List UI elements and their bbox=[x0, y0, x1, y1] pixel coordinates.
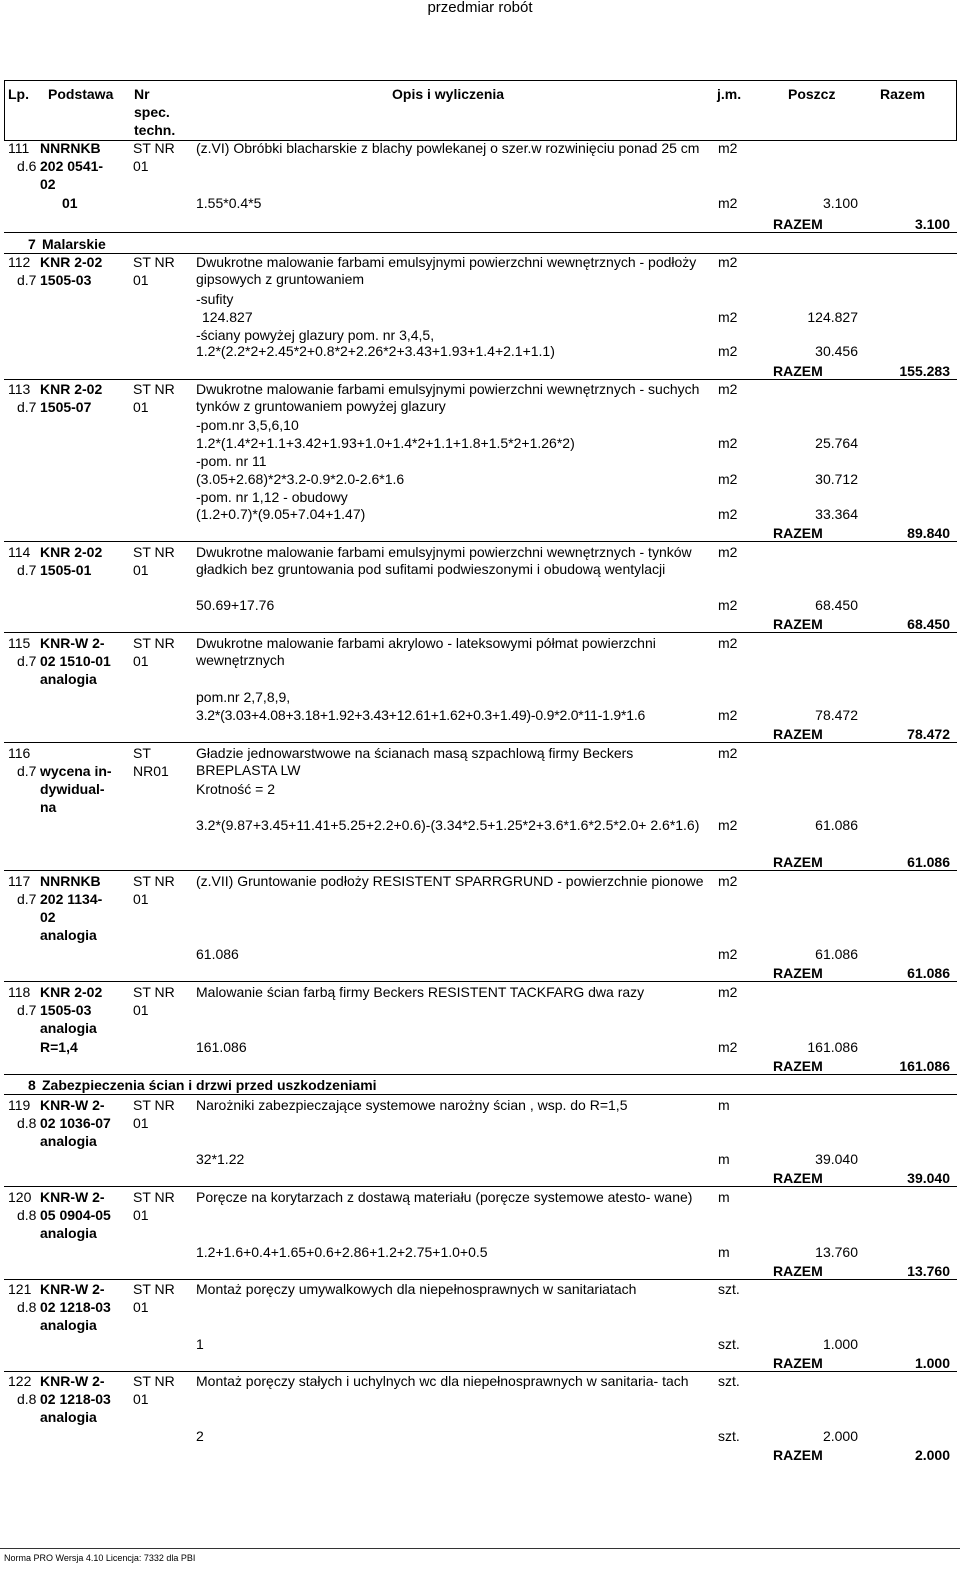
razem-value: 3.100 bbox=[914, 216, 950, 232]
lp: 120 bbox=[8, 1189, 32, 1205]
poszcz-value: 30.456 bbox=[815, 343, 858, 359]
description: Poręcze na korytarzach z dostawą materiału (poręcze systemowe atesto- wane) bbox=[196, 1189, 693, 1205]
description: (z.VI) Obróbki blacharskie z blachy powlekanej o szer.w rozwinięciu ponad 25 cm bbox=[196, 140, 700, 156]
row-divider bbox=[4, 1074, 957, 1075]
podstawa-3: analogia bbox=[40, 671, 97, 687]
lp-sub: d.7 bbox=[17, 653, 37, 669]
podstawa: NNRNKB bbox=[40, 140, 101, 156]
header-poszcz: Poszcz bbox=[788, 86, 836, 102]
razem-value: 155.283 bbox=[899, 363, 950, 379]
description: Narożniki zabezpieczające systemowe narożny ścian , wsp. do R=1,5 bbox=[196, 1097, 628, 1113]
razem-value: 161.086 bbox=[899, 1058, 950, 1074]
razem-value: 78.472 bbox=[907, 726, 950, 742]
podstawa: NNRNKB bbox=[40, 873, 101, 889]
poszcz-value: 25.764 bbox=[815, 435, 858, 451]
row-divider bbox=[4, 379, 957, 380]
jm: m2 bbox=[718, 745, 738, 761]
calc-line: 50.69+17.76 bbox=[196, 597, 275, 613]
spec: ST NR bbox=[133, 635, 175, 651]
razem-value: 89.840 bbox=[907, 525, 950, 541]
podstawa: KNR-W 2- bbox=[40, 1097, 105, 1113]
podstawa-2: dywidual- bbox=[40, 781, 105, 797]
podstawa: KNR 2-02 bbox=[40, 544, 103, 560]
razem-label: RAZEM bbox=[773, 363, 823, 379]
lp: 117 bbox=[8, 873, 31, 889]
razem-label: RAZEM bbox=[773, 1170, 823, 1186]
calc-label: -pom.nr 3,5,6,10 bbox=[196, 417, 299, 433]
lp-sub: d.8 bbox=[17, 1207, 37, 1223]
lp: 119 bbox=[8, 1097, 31, 1113]
lp: 114 bbox=[8, 544, 31, 560]
section-number: 8 bbox=[28, 1077, 36, 1093]
razem-value: 61.086 bbox=[907, 854, 950, 870]
podstawa: wycena in- bbox=[40, 763, 112, 779]
poszcz-value: 61.086 bbox=[815, 946, 858, 962]
calc-jm: m bbox=[718, 1244, 730, 1260]
podstawa-3: analogia bbox=[40, 1409, 97, 1425]
razem-value: 39.040 bbox=[907, 1170, 950, 1186]
header-razem: Razem bbox=[880, 86, 926, 102]
calc-jm: m2 bbox=[718, 707, 738, 723]
row-divider bbox=[4, 981, 957, 982]
calc-label: pom.nr 2,7,8,9, bbox=[196, 689, 291, 705]
calc-label: -sufity bbox=[196, 291, 234, 307]
description: Dwukrotne malowanie farbami emulsyjnymi powierzchni wewnętrznych - suchych tynków z gruntowaniem powyżej glazury bbox=[196, 381, 700, 414]
calc-line: 2 bbox=[196, 1428, 204, 1444]
lp: 112 bbox=[8, 254, 31, 270]
spec: ST NR bbox=[133, 1373, 175, 1389]
jm: m2 bbox=[718, 635, 738, 651]
spec: ST bbox=[133, 745, 151, 761]
razem-value: 2.000 bbox=[914, 1447, 950, 1463]
calc-line: (1.2+0.7)*(9.05+7.04+1.47) bbox=[196, 506, 366, 522]
spec-2: 01 bbox=[133, 1002, 149, 1018]
lp: 115 bbox=[8, 635, 31, 651]
row-divider bbox=[4, 1371, 957, 1372]
header-jm: j.m. bbox=[717, 86, 742, 102]
row-divider bbox=[4, 1094, 957, 1095]
jm: m2 bbox=[718, 984, 738, 1000]
jm: szt. bbox=[718, 1373, 740, 1389]
spec-2: 01 bbox=[133, 158, 149, 174]
description: Gładzie jednowarstwowe na ścianach masą szpachlową firmy Beckers BREPLASTA LW bbox=[196, 745, 634, 778]
calc-line: 3.2*(9.87+3.45+11.41+5.25+2.2+0.6)-(3.34*2.5+1.25*2+3.6*1.6*2.5*2.0+ 2.6*1.6) bbox=[196, 817, 700, 833]
footer-text: Norma PRO Wersja 4.10 Licencja: 7332 dla PBI bbox=[4, 1553, 196, 1563]
podstawa: KNR-W 2- bbox=[40, 1189, 105, 1205]
spec: ST NR bbox=[133, 254, 175, 270]
header-spec: spec. bbox=[134, 104, 170, 120]
podstawa-4: analogia bbox=[40, 927, 97, 943]
poszcz-value: 1.000 bbox=[822, 1336, 858, 1352]
calc-jm: m2 bbox=[718, 1039, 738, 1055]
lp-sub: d.8 bbox=[17, 1299, 37, 1315]
podstawa: KNR 2-02 bbox=[40, 984, 103, 1000]
podstawa-2: 02 1218-03 bbox=[40, 1391, 111, 1407]
jm: m2 bbox=[718, 873, 738, 889]
header-nr: Nr bbox=[134, 86, 150, 102]
header-border-left bbox=[4, 80, 5, 141]
calc-jm: m2 bbox=[718, 946, 738, 962]
calc-jm: m2 bbox=[718, 309, 738, 325]
poszcz-value: 78.472 bbox=[815, 707, 858, 723]
row-divider bbox=[4, 742, 957, 743]
poszcz-value: 68.450 bbox=[815, 597, 858, 613]
header-podstawa: Podstawa bbox=[48, 86, 114, 102]
calc-jm: m2 bbox=[718, 435, 738, 451]
lp-sub: d.7 bbox=[17, 1002, 37, 1018]
razem-value: 68.450 bbox=[907, 616, 950, 632]
podstawa-2: 05 0904-05 bbox=[40, 1207, 111, 1223]
razem-label: RAZEM bbox=[773, 854, 823, 870]
razem-label: RAZEM bbox=[773, 1058, 823, 1074]
razem-label: RAZEM bbox=[773, 726, 823, 742]
jm: m bbox=[718, 1097, 730, 1113]
calc-label: -ściany powyżej glazury pom. nr 3,4,5, bbox=[196, 327, 435, 343]
calc-line: 161.086 bbox=[196, 1039, 247, 1055]
calc-line: 1.2*(2.2*2+2.45*2+0.8*2+2.26*2+3.43+1.93+1.4+2.1+1.1) bbox=[196, 343, 555, 359]
jm: m2 bbox=[718, 381, 738, 397]
spec-2: 01 bbox=[133, 891, 149, 907]
spec-2: 01 bbox=[133, 562, 149, 578]
header-lp: Lp. bbox=[8, 86, 29, 102]
razem-value: 13.760 bbox=[907, 1263, 950, 1279]
calc-jm: m bbox=[718, 1151, 730, 1167]
row-divider bbox=[4, 1279, 957, 1280]
row-divider bbox=[4, 1186, 957, 1187]
poszcz-value: 39.040 bbox=[815, 1151, 858, 1167]
description: Montaż poręczy stałych i uchylnych wc dla niepełnosprawnych w sanitaria- tach bbox=[196, 1373, 689, 1389]
podstawa-3: analogia bbox=[40, 1133, 97, 1149]
podstawa-2: 1505-01 bbox=[40, 562, 92, 578]
poszcz-value: 61.086 bbox=[815, 817, 858, 833]
jm: m2 bbox=[718, 254, 738, 270]
razem-label: RAZEM bbox=[773, 1447, 823, 1463]
spec: ST NR bbox=[133, 1281, 175, 1297]
podstawa-2: 1505-07 bbox=[40, 399, 92, 415]
description: (z.VII) Gruntowanie podłoży RESISTENT SPARRGRUND - powierzchnie pionowe bbox=[196, 873, 704, 889]
calc-jm: m2 bbox=[718, 506, 738, 522]
row-divider bbox=[4, 232, 957, 233]
lp-sub: d.8 bbox=[17, 1115, 37, 1131]
calc-jm: m2 bbox=[718, 471, 738, 487]
lp-sub: d.7 bbox=[17, 891, 37, 907]
calc-jm: szt. bbox=[718, 1428, 740, 1444]
lp-sub: d.7 bbox=[17, 399, 37, 415]
jm: m2 bbox=[718, 140, 738, 156]
spec: ST NR bbox=[133, 544, 175, 560]
poszcz-value: 30.712 bbox=[815, 471, 858, 487]
calc-line: 124.827 bbox=[202, 309, 253, 325]
section-title: Malarskie bbox=[42, 236, 106, 252]
podstawa-2: 202 0541- bbox=[40, 158, 104, 174]
header-border-right bbox=[956, 80, 957, 141]
spec: ST NR bbox=[133, 984, 175, 1000]
header-top-rule bbox=[4, 80, 957, 81]
lp-sub: d.7 bbox=[17, 763, 37, 779]
podstawa: KNR-W 2- bbox=[40, 1281, 105, 1297]
row-divider bbox=[4, 870, 957, 871]
spec: ST NR bbox=[133, 140, 175, 156]
spec-2: 01 bbox=[133, 1115, 149, 1131]
razem-label: RAZEM bbox=[773, 216, 823, 232]
calc-jm: m2 bbox=[718, 195, 738, 211]
podstawa: KNR 2-02 bbox=[40, 381, 103, 397]
row-divider bbox=[4, 632, 957, 633]
razem-label: RAZEM bbox=[773, 1263, 823, 1279]
calc-line: (3.05+2.68)*2*3.2-0.9*2.0-2.6*1.6 bbox=[196, 471, 405, 487]
description: Dwukrotne malowanie farbami emulsyjnymi powierzchni wewnętrznych - tynków gładkich bez gruntowania pod sufitami podwieszonymi i obudową wentylacji bbox=[196, 544, 692, 577]
podstawa-3: na bbox=[40, 799, 57, 815]
footer-rule bbox=[0, 1548, 960, 1549]
section-title: Zabezpieczenia ścian i drzwi przed uszkodzeniami bbox=[42, 1077, 377, 1093]
poszcz-value: 3.100 bbox=[822, 195, 858, 211]
calc-label: -pom. nr 11 bbox=[196, 453, 267, 469]
podstawa-3: analogia bbox=[40, 1020, 97, 1036]
jm: m2 bbox=[718, 544, 738, 560]
calc-line: 61.086 bbox=[196, 946, 239, 962]
calc-line: 32*1.22 bbox=[196, 1151, 245, 1167]
spec-2: 01 bbox=[133, 1299, 149, 1315]
page-title: przedmiar robót bbox=[427, 0, 533, 16]
razem-label: RAZEM bbox=[773, 1355, 823, 1371]
lp-sub: d.6 bbox=[17, 158, 37, 174]
podstawa: KNR-W 2- bbox=[40, 1373, 105, 1389]
podstawa-2: 1505-03 bbox=[40, 1002, 92, 1018]
poszcz-value: 161.086 bbox=[807, 1039, 858, 1055]
podstawa-2: 02 1218-03 bbox=[40, 1299, 111, 1315]
spec: ST NR bbox=[133, 1097, 175, 1113]
podstawa: KNR 2-02 bbox=[40, 254, 103, 270]
jm: m bbox=[718, 1189, 730, 1205]
calc-jm: m2 bbox=[718, 597, 738, 613]
poszcz-value: 13.760 bbox=[815, 1244, 858, 1260]
calc-label: -pom. nr 1,12 - obudowy bbox=[196, 489, 348, 505]
podstawa-3: analogia bbox=[40, 1225, 97, 1241]
calc-label: Krotność = 2 bbox=[196, 781, 275, 797]
razem-label: RAZEM bbox=[773, 525, 823, 541]
lp: 113 bbox=[8, 381, 31, 397]
lp-sub: d.8 bbox=[17, 1391, 37, 1407]
lp: 122 bbox=[8, 1373, 32, 1389]
podstawa-4: 01 bbox=[62, 195, 78, 211]
spec-2: 01 bbox=[133, 1391, 149, 1407]
header-opis: Opis i wyliczenia bbox=[392, 86, 505, 102]
calc-jm: m2 bbox=[718, 343, 738, 359]
poszcz-value: 33.364 bbox=[815, 506, 858, 522]
calc-line: 1.55*0.4*5 bbox=[196, 195, 262, 211]
podstawa-2: 202 1134- bbox=[40, 891, 103, 907]
lp: 118 bbox=[8, 984, 31, 1000]
podstawa-2: 02 1036-07 bbox=[40, 1115, 111, 1131]
lp: 121 bbox=[8, 1281, 32, 1297]
description: Montaż poręczy umywalkowych dla niepełnosprawnych w sanitariatach bbox=[196, 1281, 637, 1297]
lp: 111 bbox=[8, 140, 30, 156]
calc-jm: szt. bbox=[718, 1336, 740, 1352]
lp-sub: d.7 bbox=[17, 272, 37, 288]
header-techn: techn. bbox=[134, 122, 176, 138]
calc-line: 1.2*(1.4*2+1.1+3.42+1.93+1.0+1.4*2+1.1+1.8+1.5*2+1.26*2) bbox=[196, 435, 575, 451]
spec: ST NR bbox=[133, 873, 175, 889]
spec-2: 01 bbox=[133, 1207, 149, 1223]
podstawa-2: 1505-03 bbox=[40, 272, 92, 288]
jm: szt. bbox=[718, 1281, 740, 1297]
razem-label: RAZEM bbox=[773, 965, 823, 981]
calc-line: 3.2*(3.03+4.08+3.18+1.92+3.43+12.61+1.62+0.3+1.49)-0.9*2.0*11-1.9*1.6 bbox=[196, 707, 646, 723]
description: Malowanie ścian farbą firmy Beckers RESISTENT TACKFARG dwa razy bbox=[196, 984, 645, 1000]
lp: 116 bbox=[8, 745, 31, 761]
razem-value: 61.086 bbox=[907, 965, 950, 981]
section-number: 7 bbox=[28, 236, 36, 252]
spec-2: 01 bbox=[133, 399, 149, 415]
lp-sub: d.7 bbox=[17, 562, 37, 578]
podstawa-3: 02 bbox=[40, 176, 56, 192]
spec: ST NR bbox=[133, 1189, 175, 1205]
podstawa-2: 02 1510-01 bbox=[40, 653, 111, 669]
poszcz-value: 124.827 bbox=[807, 309, 858, 325]
description: Dwukrotne malowanie farbami emulsyjnymi powierzchni wewnętrznych - podłoży gipsowych z gruntowaniem bbox=[196, 254, 697, 287]
razem-label: RAZEM bbox=[773, 616, 823, 632]
razem-value: 1.000 bbox=[914, 1355, 950, 1371]
poszcz-value: 2.000 bbox=[822, 1428, 858, 1444]
spec-2: 01 bbox=[133, 272, 149, 288]
podstawa-3: 02 bbox=[40, 909, 56, 925]
spec: ST NR bbox=[133, 381, 175, 397]
description: Dwukrotne malowanie farbami akrylowo - lateksowymi półmat powierzchni wewnętrznych bbox=[196, 635, 656, 668]
row-divider bbox=[4, 541, 957, 542]
spec-2: NR01 bbox=[133, 763, 169, 779]
podstawa-3: analogia bbox=[40, 1317, 97, 1333]
calc-line: 1.2+1.6+0.4+1.65+0.6+2.86+1.2+2.75+1.0+0.5 bbox=[196, 1244, 488, 1260]
calc-jm: m2 bbox=[718, 817, 738, 833]
calc-line: 1 bbox=[196, 1336, 204, 1352]
podstawa-4: R=1,4 bbox=[40, 1039, 78, 1055]
podstawa: KNR-W 2- bbox=[40, 635, 105, 651]
spec-2: 01 bbox=[133, 653, 149, 669]
